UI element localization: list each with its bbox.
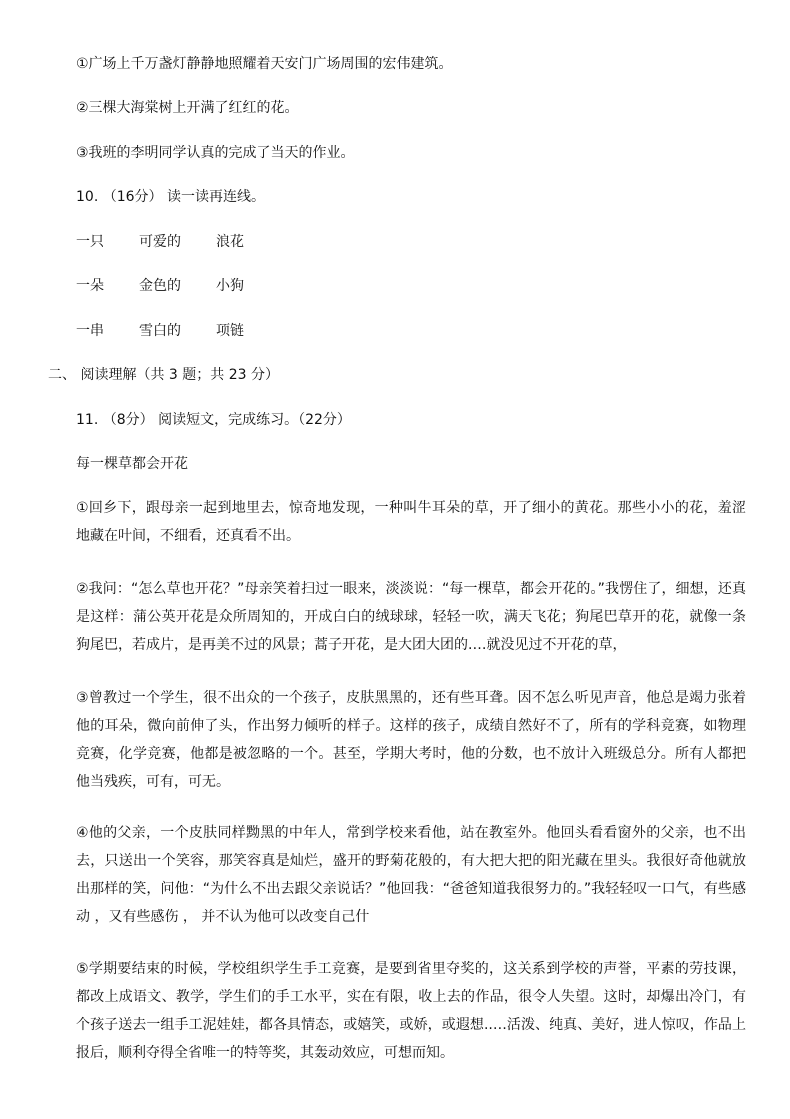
match-col-2: 雪白的 [139,323,181,339]
match-col-2: 可爱的 [139,234,181,250]
paragraph-2: ②我问：“怎么草也开花？”母亲笑着扫过一眼来，淡淡说：“每一棵草，都会开花的。”我愣住了，细想，还真是这样：蒲公英开花是众所周知的，开成白白的绒球球，轻轻一吹，满天飞花；狗尾巴草开的花，就像一条狗尾巴，若成片，是再美不过的风景；蒿子开花，是大团大团的.…就没见过不开花的草， [76,581,746,653]
match-col-1: 一朵 [76,278,104,294]
match-col-3: 项链 [216,323,244,339]
match-col-3: 小狗 [216,278,244,294]
article-title: 每一棵草都会开花 [76,456,188,472]
section-heading: 二、 阅读理解（共 3 题；共 23 分） [48,367,279,383]
question-10-title: 10. （16分） 读一读再连线。 [76,189,265,205]
sentence-1: ①广场上千万盏灯静静地照耀着天安门广场周围的宏伟建筑。 [76,56,453,72]
sentence-3: ③我班的李明同学认真的完成了当天的作业。 [76,145,355,161]
paragraph-5: ⑤学期要结束的时候，学校组织学生手工竞赛，是要到省里夺奖的，这关系到学校的声誉，平素的劳技课，都改上成语文、教学，学生们的手工水平，实在有限，收上去的作品，很令人失望。这时，却爆出冷门，有个孩子送去一组手工泥娃娃，都各具情态，或嬉笑，或娇，或遐想..…活泼、纯真、美好，进人惊叹，作品上报后，顺利夺得全省唯一的特等奖，其轰动效应，可想而知。 [76,961,746,1061]
match-col-1: 一串 [76,323,104,339]
match-col-1: 一只 [76,234,104,250]
question-11-title: 11. （8分） 阅读短文，完成练习。（22分） [76,412,351,428]
sentence-2: ②三棵大海棠树上开满了红红的花。 [76,100,299,116]
match-col-3: 浪花 [216,234,244,250]
paragraph-1: ①回乡下，跟母亲一起到地里去，惊奇地发现，一种叫牛耳朵的草，开了细小的黄花。那些小小的花，羞涩地藏在叶间，不细看，还真看不出。 [76,500,746,544]
paragraph-4: ④他的父亲，一个皮肤同样黝黑的中年人，常到学校来看他，站在教室外。他回头看看窗外的父亲，也不出去，只送出一个笑容，那笑容真是灿烂，盛开的野菊花般的，有大把大把的阳光藏在里头。我很好奇他就放出那样的笑，问他：“为什么不出去跟父亲说话？”他回我：“爸爸知道我很努力的。”我轻轻叹一口气，有些感动 ，又有些感伤 ， 并不认为他可以改变自己什 [76,825,746,925]
match-col-2: 金色的 [139,278,181,294]
paragraph-3: ③曾教过一个学生，很不出众的一个孩子，皮肤黑黑的，还有些耳聋。因不怎么听见声音，他总是竭力张着他的耳朵，微向前伸了头，作出努力倾听的样子。这样的孩子，成绩自然好不了，所有的学科竞赛，如物理竞赛，化学竞赛，他都是被忽略的一个。甚至，学期大考时，他的分数，也不放计入班级总分。所有人都把他当残疾，可有，可无。 [76,690,746,790]
